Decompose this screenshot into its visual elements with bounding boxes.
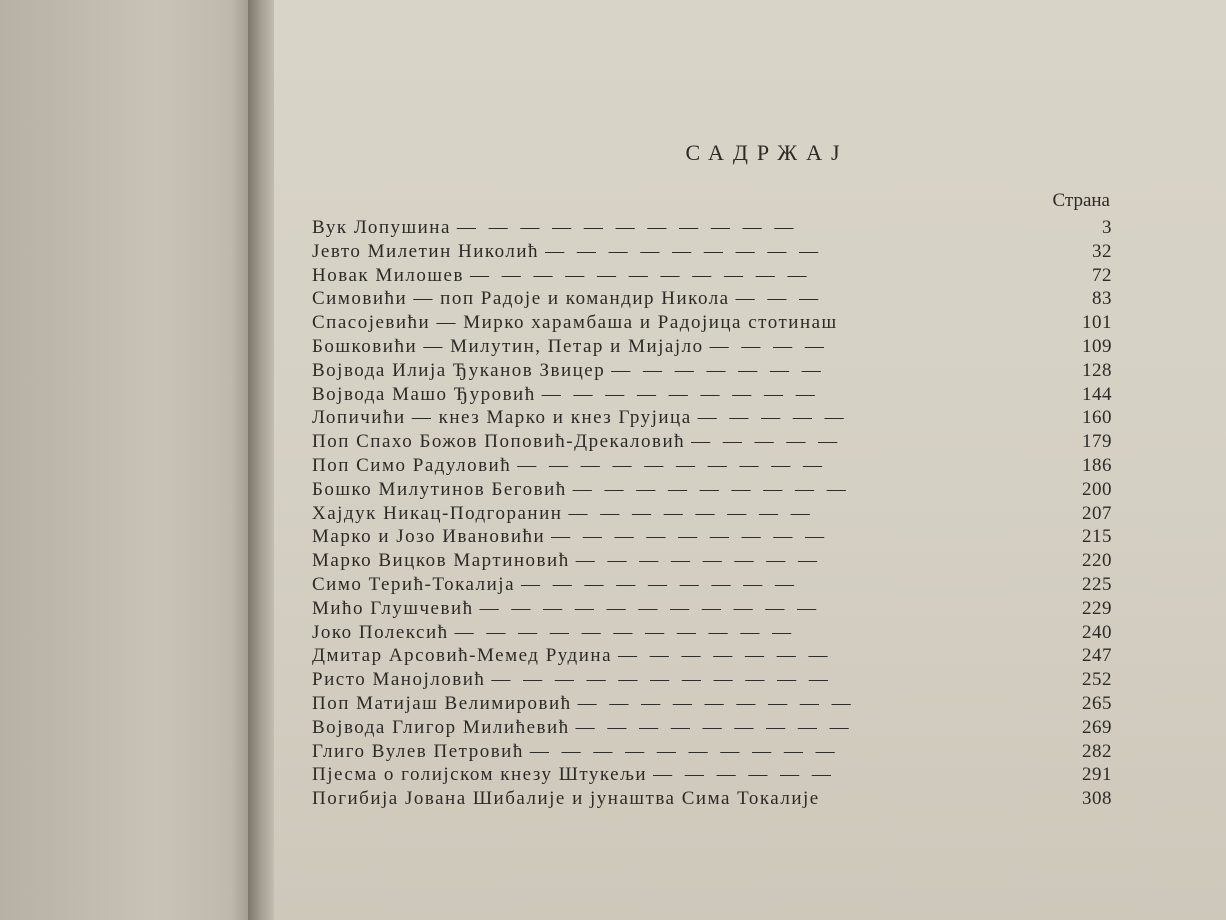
toc-entry-title: Јоко Полексић — [312, 621, 449, 643]
toc-entry-page-number: 220 — [1082, 550, 1112, 572]
toc-entry-page-number: 83 — [1092, 288, 1112, 310]
toc-entry — [312, 716, 1112, 740]
toc-entry-leader: — — — — — — — — — — — — [454, 621, 796, 643]
toc-entry-title: Поп Симо Радуловић — [312, 454, 512, 476]
toc-entry-leader: — — — — — — [691, 431, 842, 453]
toc-entry-page-number: 128 — [1082, 359, 1112, 381]
toc-entry-title: Војвода Машо Ђуровић — [312, 383, 536, 405]
toc-entry-page-number: 3 — [1102, 217, 1112, 238]
toc-entry-title: Марко Вицков Мартиновић — [312, 550, 570, 572]
toc-entry-title: Бошко Милутинов Беговић — [312, 478, 567, 500]
toc-entry-page-number: 240 — [1082, 621, 1112, 643]
toc-entry — [312, 692, 1112, 716]
toc-entry-leader: — — — — — — — — — — [577, 692, 855, 714]
toc-entry-title: Марко и Јозо Ивановићи — [312, 526, 546, 548]
toc-entry-page-number: 215 — [1082, 526, 1112, 548]
toc-entry-title: Вук Лопушина — [312, 217, 451, 238]
toc-entry-leader: — — — — — — — — [611, 359, 825, 381]
toc-entry-page-number: 200 — [1082, 478, 1112, 500]
toc-entry-title: Погибија Јована Шибалије и јунаштва Сима Токалије — [312, 788, 820, 810]
toc-entry-leader: — — — — — — — — — — — [529, 740, 839, 762]
toc-entry-title: Симовићи — поп Радоје и командир Никола — [312, 288, 730, 310]
toc-entry-page-number: 179 — [1082, 431, 1112, 453]
toc-entry-page-number: 265 — [1082, 692, 1112, 714]
toc-entry-page-number: 72 — [1092, 264, 1112, 286]
toc-entry — [312, 264, 1112, 288]
toc-entry-leader: — — — — — — — — — — [572, 478, 850, 500]
toc-entry-leader: — — — — — — — — — — — — [491, 669, 832, 691]
toc-entry-page-number: 269 — [1082, 716, 1112, 738]
toc-entry-title: Поп Спахо Божов Поповић-Дрекаловић — [312, 431, 686, 453]
toc-entry-title: Лопичићи — кнез Марко и кнез Грујица — [312, 407, 692, 429]
page-column-header: Страна — [1052, 190, 1110, 211]
toc-entry-leader: — — — — — — — — — — [541, 383, 819, 405]
toc-entry-page-number: 282 — [1082, 740, 1112, 762]
toc-entry-title: Спасојевићи — Мирко харамбаша и Радојица стотинаш — [312, 312, 838, 334]
toc-list — [312, 216, 1112, 811]
toc-entry — [312, 430, 1112, 454]
toc-entry-leader: — — — — [735, 288, 823, 310]
toc-entry-page-number: 207 — [1082, 502, 1112, 524]
toc-entry-page-number: 186 — [1082, 454, 1112, 476]
toc-entry — [312, 644, 1112, 668]
toc-entry-title: Глиго Вулев Петровић — [312, 740, 524, 762]
toc-entry — [312, 549, 1112, 573]
toc-entry-leader: — — — — — — — — — — — [517, 454, 826, 476]
toc-entry — [312, 359, 1112, 383]
toc-entry — [312, 478, 1112, 502]
toc-entry-leader: — — — — — — — — [618, 645, 832, 667]
toc-entry — [312, 287, 1112, 311]
book-gutter — [248, 0, 274, 920]
toc-entry — [312, 763, 1112, 787]
toc-entry-title: Мићо Глушчевић — [312, 597, 474, 619]
toc-entry-title: Поп Матијаш Велимировић — [312, 692, 572, 714]
toc-entry — [312, 335, 1112, 359]
toc-entry — [312, 525, 1112, 549]
toc-entry-leader: — — — — — — — — — — [545, 240, 823, 262]
toc-entry-title: Ристо Манојловић — [312, 669, 486, 691]
toc-entry — [312, 502, 1112, 526]
table-of-contents-page — [312, 0, 1122, 920]
toc-entry-page-number: 160 — [1082, 407, 1112, 429]
toc-entry-page-number: 101 — [1082, 312, 1112, 334]
toc-entry — [312, 454, 1112, 478]
toc-entry-page-number: 229 — [1082, 597, 1112, 619]
toc-entry-title: Новак Милошев — [312, 264, 464, 286]
toc-entry-leader: — — — — — — — — — [568, 502, 814, 524]
toc-entry-page-number: 247 — [1082, 645, 1112, 667]
toc-entry-leader: — — — — — — — — — — — — [479, 597, 821, 619]
toc-entry-page-number: 32 — [1092, 240, 1112, 262]
toc-entry-title: Пјесма о голијском кнезу Штукељи — [312, 764, 648, 786]
toc-entry — [312, 573, 1112, 597]
toc-entry-page-number: 308 — [1082, 788, 1112, 810]
toc-entry-title: Јевто Милетин Николић — [312, 240, 540, 262]
toc-entry-leader: — — — — — — — — — — [521, 573, 799, 595]
toc-entry-page-number: 291 — [1082, 764, 1112, 786]
toc-entry-page-number: 109 — [1082, 335, 1112, 357]
left-page — [0, 0, 262, 920]
toc-entry-page-number: 225 — [1082, 573, 1112, 595]
toc-entry — [312, 668, 1112, 692]
toc-entry-leader: — — — — — — — — — [575, 550, 821, 572]
toc-entry — [312, 383, 1112, 407]
toc-entry — [312, 240, 1112, 264]
toc-entry — [312, 621, 1112, 645]
toc-entry-title: Симо Терић-Токалија — [312, 573, 516, 595]
toc-entry-leader: — — — — — — — — — — [551, 526, 829, 548]
toc-entry — [312, 216, 1112, 240]
toc-entry-title: Бошковићи — Милутин, Петар и Мијајло — [312, 335, 704, 357]
toc-entry-leader: — — — — — — — — — — — — [456, 217, 798, 238]
toc-entry — [312, 787, 1112, 811]
toc-entry-title: Хајдук Никац-Подгоранин — [312, 502, 563, 524]
page-title: САДРЖАЈ — [685, 140, 849, 165]
toc-entry-title: Дмитар Арсовић-Мемед Рудина — [312, 645, 612, 667]
toc-entry — [312, 740, 1112, 764]
toc-entry-leader: — — — — — [709, 335, 828, 357]
toc-entry — [312, 311, 1112, 335]
toc-entry-leader: — — — — — — — — — — — — [469, 264, 811, 286]
toc-entry-title: Војвода Глигор Милићевић — [312, 716, 570, 738]
toc-entry-leader: — — — — — — [697, 407, 848, 429]
toc-entry-leader: — — — — — — — [653, 764, 835, 786]
toc-entry-leader: — — — — — — — — — — [575, 716, 853, 738]
toc-entry-title: Војвода Илија Ђуканов Звицер — [312, 359, 606, 381]
toc-entry — [312, 597, 1112, 621]
toc-entry-page-number: 144 — [1082, 383, 1112, 405]
toc-entry — [312, 406, 1112, 430]
toc-entry-page-number: 252 — [1082, 669, 1112, 691]
